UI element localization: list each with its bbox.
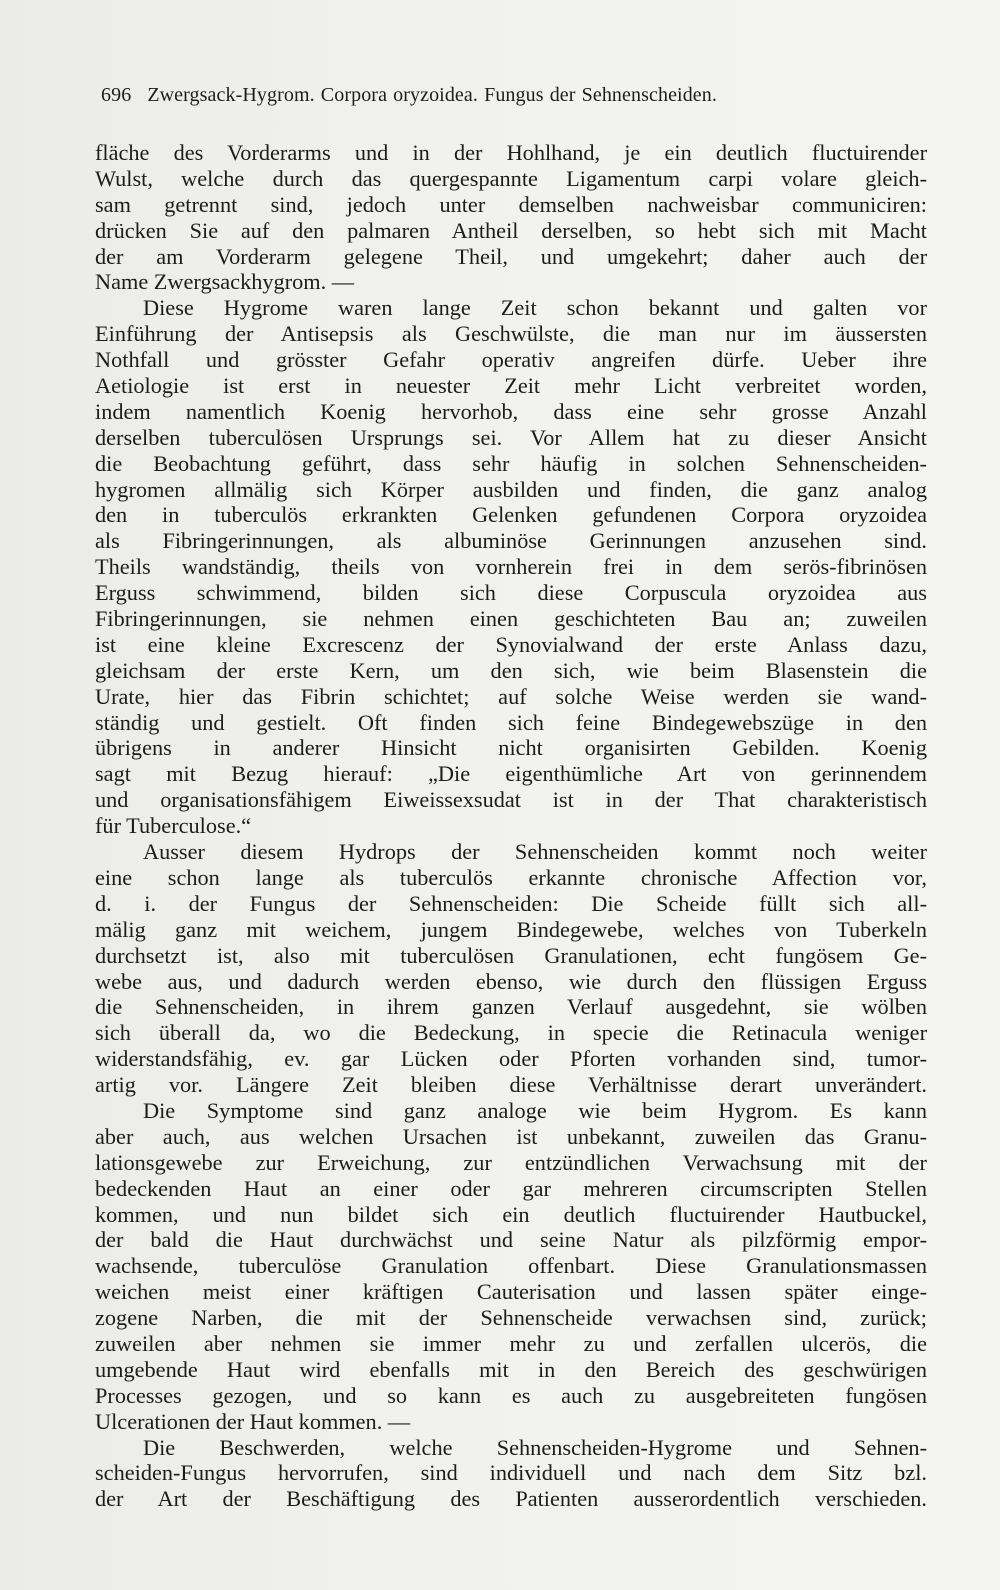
text-line: der Art der Beschäftigung des Patienten ausserordentlich verschieden. [95,1486,927,1512]
text-line: derselben tuberculösen Ursprungs sei. Vor Allem hat zu dieser Ansicht [95,424,927,450]
text-line: scheiden-Fungus hervorrufen, sind individuell und nach dem Sitz bzl. [95,1460,927,1486]
text-line: drücken Sie auf den palmaren Antheil derselben, so hebt sich mit Macht [95,217,927,243]
running-title: Zwergsack-Hygrom. Corpora oryzoidea. Fungus der Sehnenscheiden. [147,84,717,106]
running-header [101,84,861,107]
text-line: bedeckenden Haut an einer oder gar mehreren circumscripten Stellen [95,1175,927,1201]
text-line: d. i. der Fungus der Sehnenscheiden: Die Scheide füllt sich all- [95,890,927,916]
text-line: umgebende Haut wird ebenfalls mit in den Bereich des geschwürigen [95,1356,927,1382]
text-line: Aetiologie ist erst in neuester Zeit mehr Licht verbreitet worden, [95,373,927,399]
text-line: Erguss schwimmend, bilden sich diese Corpuscula oryzoidea aus [95,580,927,606]
text-line: fläche des Vorderarms und in der Hohlhand, je ein deutlich fluctuirender [95,140,927,165]
text-line: Theils wandständig, theils von vornherein frei in dem serös-fibrinösen [95,554,927,580]
text-line: und organisationsfähigem Eiweissexsudat ist in der That charakteristisch [95,787,927,813]
text-line: Die Beschwerden, welche Sehnenscheiden-Hygrome und Sehnen- [143,1434,927,1460]
text-line: die Sehnenscheiden, in ihrem ganzen Verlauf ausgedehnt, sie wölben [95,994,927,1020]
text-line: sich überall da, wo die Bedeckung, in specie die Retinacula weniger [95,1020,927,1046]
text-line: lationsgewebe zur Erweichung, zur entzündlichen Verwachsung mit der [95,1149,927,1175]
text-line: ständig und gestielt. Oft finden sich feine Bindegewebszüge in den [95,709,927,735]
text-line: Name Zwergsackhygrom. — [95,269,355,295]
text-line: zuweilen aber nehmen sie immer mehr zu und zerfallen ulcerös, die [95,1330,927,1356]
text-line: Processes gezogen, und so kann es auch zu ausgebreiteten fungösen [95,1382,927,1408]
text-line: Fibringerinnungen, sie nehmen einen geschichteten Bau an; zuweilen [95,606,927,632]
text-line: aber auch, aus welchen Ursachen ist unbekannt, zuweilen das Granu- [95,1123,927,1149]
text-line: die Beobachtung geführt, dass sehr häufig in solchen Sehnenscheiden- [95,450,927,476]
text-line: eine schon lange als tuberculös erkannte chronische Affection vor, [95,864,927,890]
text-line: zogene Narben, die mit der Sehnenscheide verwachsen sind, zurück; [95,1305,927,1331]
text-line: den in tuberculös erkrankten Gelenken gefundenen Corpora oryzoidea [95,502,927,528]
text-line: für Tuberculose.“ [95,813,252,839]
text-line: Diese Hygrome waren lange Zeit schon bekannt und galten vor [143,295,927,321]
text-line: Wulst, welche durch das quergespannte Ligamentum carpi volare gleich- [95,165,927,191]
text-line: indem namentlich Koenig hervorhob, dass eine sehr grosse Anzahl [95,398,927,424]
text-line: durchsetzt ist, also mit tuberculösen Granulationen, echt fungösem Ge- [95,942,927,968]
text-line: artig vor. Längere Zeit bleiben diese Verhältnisse derart unverändert. [95,1072,927,1098]
text-line: weichen meist einer kräftigen Cauterisation und lassen später einge- [95,1279,927,1305]
text-line: wachsende, tuberculöse Granulation offenbart. Diese Granulationsmassen [95,1253,927,1279]
text-line: Urate, hier das Fibrin schichtet; auf solche Weise werden sie wand- [95,683,927,709]
body-text [95,140,927,1512]
text-line: übrigens in anderer Hinsicht nicht organisirten Gebilden. Koenig [95,735,927,761]
text-line: sagt mit Bezug hierauf: „Die eigenthümliche Art von gerinnendem [95,761,927,787]
text-line: kommen, und nun bildet sich ein deutlich fluctuirender Hautbuckel, [95,1201,927,1227]
text-line: Ulcerationen der Haut kommen. — [95,1408,411,1434]
text-line: als Fibringerinnungen, als albuminöse Gerinnungen anzusehen sind. [95,528,927,554]
text-line: Nothfall und grösster Gefahr operativ angreifen dürfe. Ueber ihre [95,347,927,373]
text-line: webe aus, und dadurch werden ebenso, wie durch den flüssigen Erguss [95,968,927,994]
page-number: 696 [101,84,132,106]
text-line: mälig ganz mit weichem, jungem Bindegewebe, welches von Tuberkeln [95,916,927,942]
text-line: Die Symptome sind ganz analoge wie beim Hygrom. Es kann [143,1097,927,1123]
text-line: Ausser diesem Hydrops der Sehnenscheiden kommt noch weiter [143,839,927,865]
text-line: ist eine kleine Excrescenz der Synovialwand der erste Anlass dazu, [95,631,927,657]
text-line: hygromen allmälig sich Körper ausbilden und finden, die ganz analog [95,476,927,502]
text-line: sam getrennt sind, jedoch unter demselben nachweisbar communiciren: [95,191,927,217]
text-line: der bald die Haut durchwächst und seine Natur als pilzförmig empor- [95,1227,927,1253]
text-line: widerstandsfähig, ev. gar Lücken oder Pforten vorhanden sind, tumor- [95,1046,927,1072]
text-line: der am Vorderarm gelegene Theil, und umgekehrt; daher auch der [95,243,927,269]
text-line: gleichsam der erste Kern, um den sich, wie beim Blasenstein die [95,657,927,683]
text-line: Einführung der Antisepsis als Geschwülste, die man nur im äussersten [95,321,927,347]
